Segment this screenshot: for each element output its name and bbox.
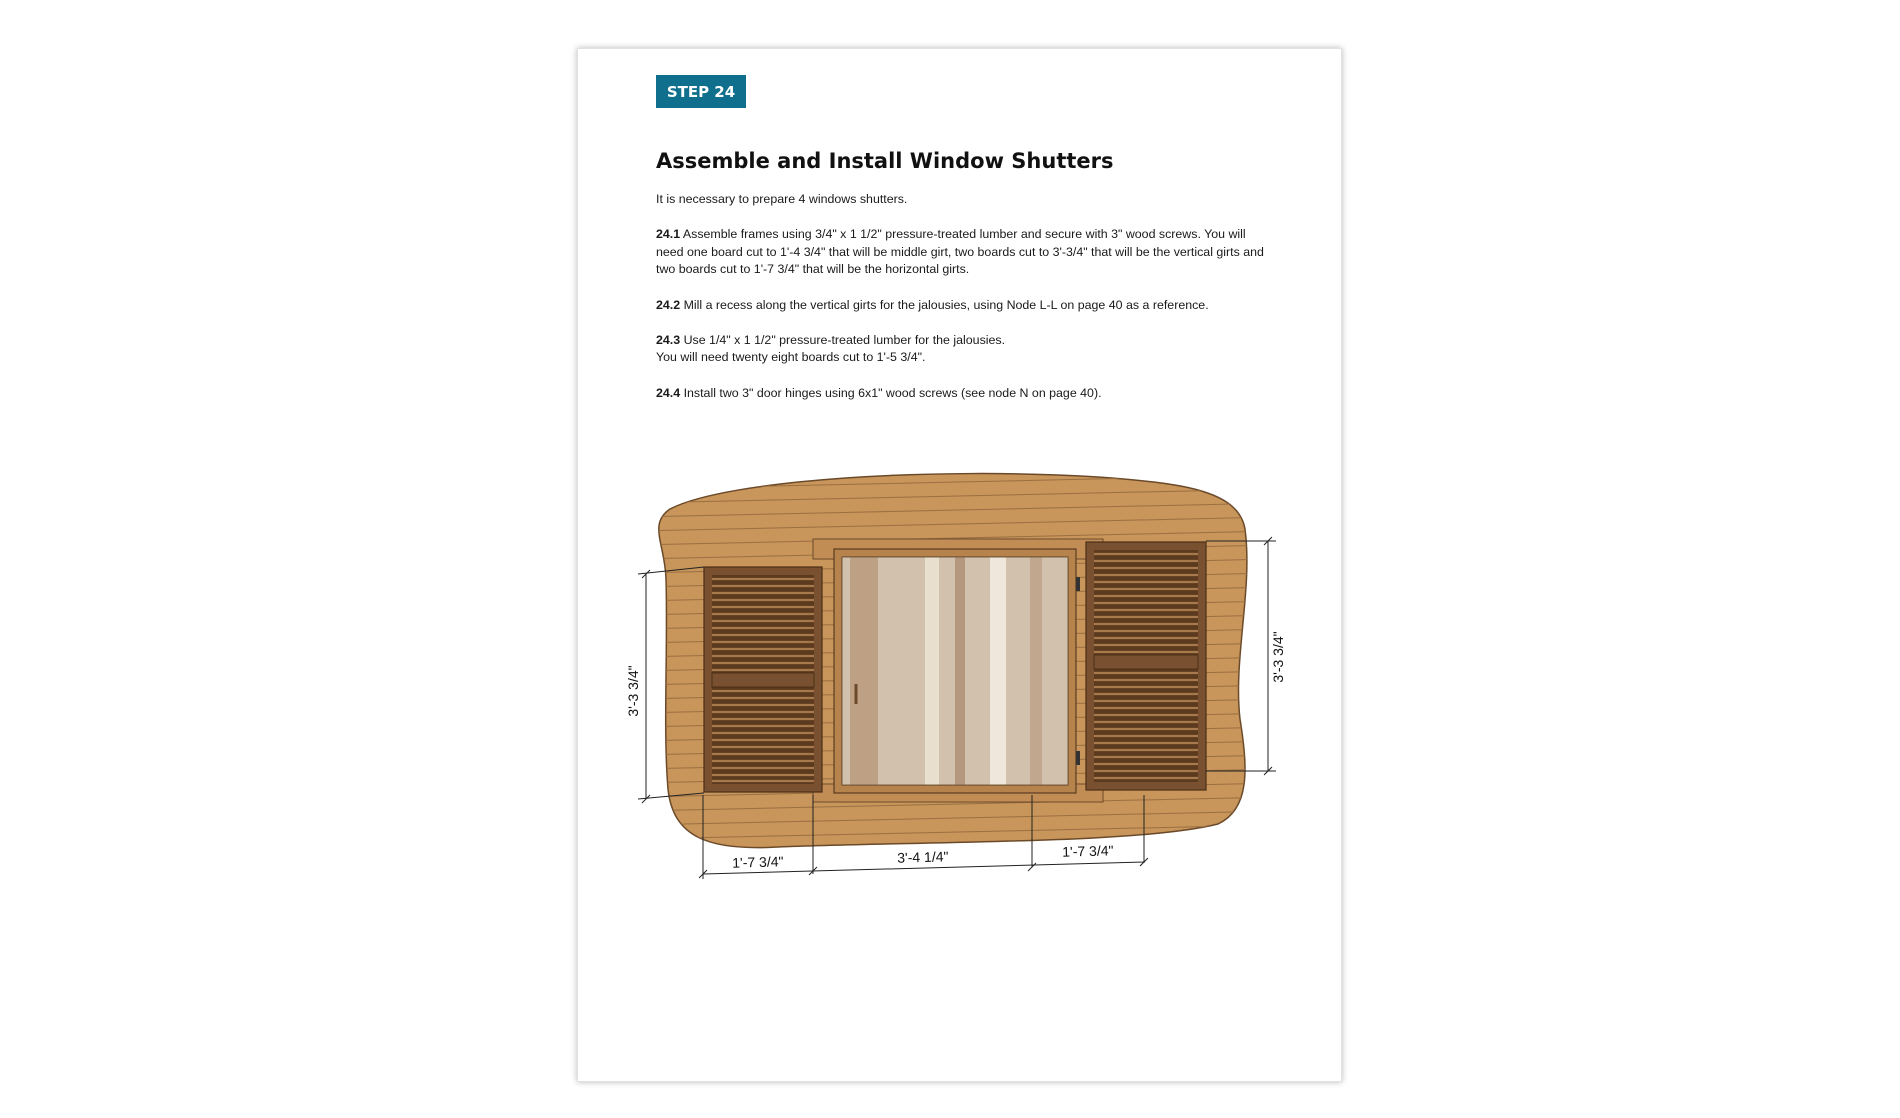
step-text: Install two 3" door hinges using 6x1" wood screws (see node N on page 40).	[683, 385, 1102, 400]
hinge-icon	[1076, 577, 1080, 591]
step-paragraph	[656, 297, 1276, 315]
document-page	[577, 48, 1342, 1082]
step-badge: STEP 24	[656, 75, 746, 108]
right-shutter	[1086, 542, 1206, 790]
step-text: Assemble frames using 3/4" x 1 1/2" pressure-treated lumber and secure with 3" wood screws. You will need one board cut to 1'-4 3/4" that will be middle girt, two boards cut to 3'-3/4" that will be the vertical girts and two boards cut to 1'-7 3/4" that will be the horizontal girts.	[656, 227, 1264, 277]
hinge-icon	[1076, 751, 1080, 765]
instructions	[656, 191, 1276, 420]
step-number: 24.4	[656, 385, 681, 400]
step-number: 24.2	[656, 297, 681, 312]
right-width-label: 1'-7 3/4"	[1062, 842, 1114, 860]
step-text-line2: You will need twenty eight boards cut to 1'-5 3/4".	[656, 350, 926, 365]
step-number: 24.3	[656, 332, 681, 347]
step-paragraph	[656, 332, 1276, 367]
step-number: 24.1	[656, 227, 681, 242]
center-width-label: 3'-4 1/4"	[897, 848, 949, 866]
intro-text: It is necessary to prepare 4 windows shutters.	[656, 192, 908, 206]
window	[834, 549, 1080, 793]
step-paragraph	[656, 385, 1276, 403]
step-text: Mill a recess along the vertical girts for the jalousies, using Node L-L on page 40 as a reference.	[683, 297, 1209, 312]
left-height-label: 3'-3 3/4"	[625, 665, 641, 717]
left-shutter	[704, 567, 822, 792]
left-width-label: 1'-7 3/4"	[732, 853, 784, 871]
page-title: Assemble and Install Window Shutters	[656, 149, 1114, 173]
step-text: Use 1/4" x 1 1/2" pressure-treated lumber for the jalousies.	[683, 332, 1006, 347]
step-paragraph	[656, 226, 1276, 279]
window-shutters-illustration	[578, 469, 1341, 1029]
right-height-label: 3'-3 3/4"	[1270, 631, 1286, 683]
